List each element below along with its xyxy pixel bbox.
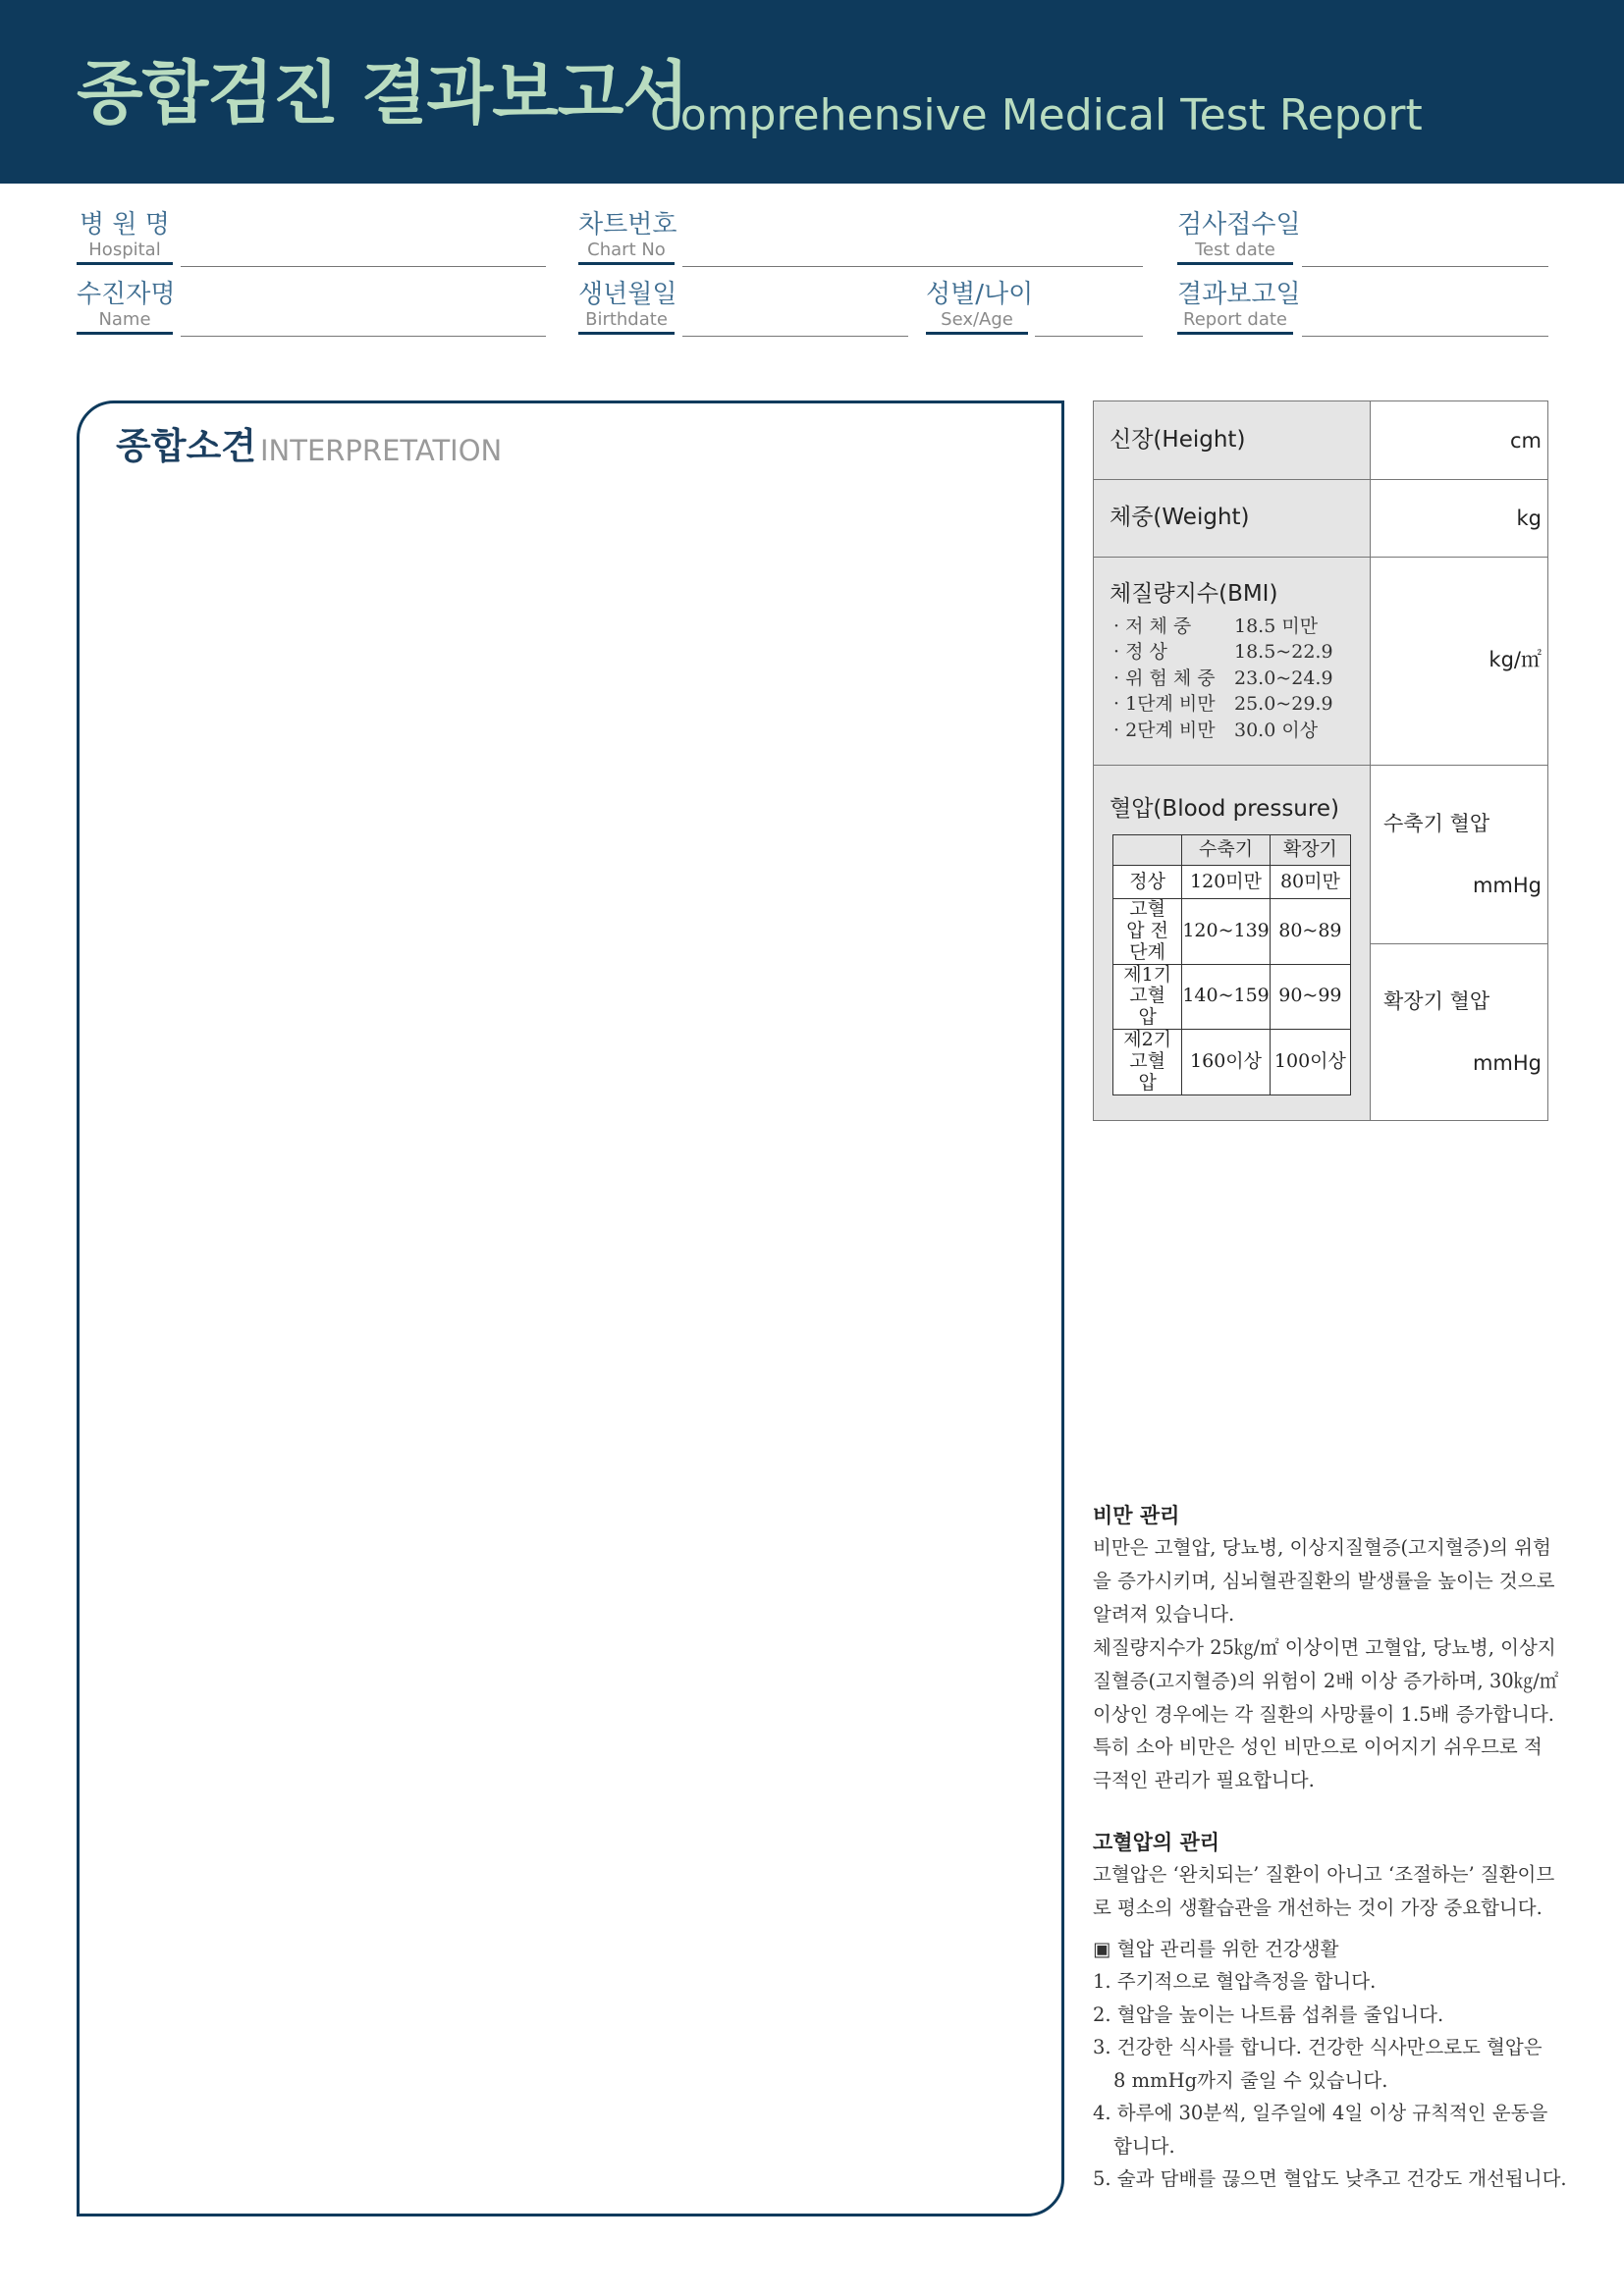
bp-row-diastolic: 100이상 — [1270, 1030, 1350, 1095]
name-input-line[interactable] — [181, 336, 546, 337]
bp-row-systolic: 120미만 — [1182, 866, 1270, 899]
field-label-en: Report date — [1183, 309, 1287, 330]
bp-row-diastolic: 90~99 — [1270, 964, 1350, 1030]
bp-header-systolic: 수축기 — [1182, 835, 1270, 866]
bmi-range-name: · 1단계 비만 — [1113, 693, 1216, 715]
hypertension-note-line: 5. 술과 담배를 끊으면 혈압도 낮추고 건강도 개선됩니다. — [1093, 2167, 1567, 2190]
field-label-ko: 결과보고일 — [1177, 280, 1301, 309]
field-label-ko: 차트번호 — [578, 210, 677, 240]
field-label-ko: 생년월일 — [578, 280, 677, 309]
field-label-ko: 수진자명 — [77, 280, 176, 309]
field-label-en: Sex/Age — [941, 309, 1013, 330]
obesity-note-line: 비만은 고혈압, 당뇨병, 이상지질혈증(고지혈증)의 위험 — [1093, 1536, 1551, 1559]
hypertension-note-line: ▣ 혈압 관리를 위한 건강생활 — [1093, 1938, 1339, 1960]
row-divider — [1370, 943, 1547, 944]
bmi-range-name: · 위 험 체 중 — [1113, 667, 1216, 689]
field-underline — [578, 262, 675, 265]
obesity-note-line: 특히 소아 비만은 성인 비만으로 이어지기 쉬우므로 적 — [1093, 1735, 1543, 1758]
hypertension-note-line: 로 평소의 생활습관을 개선하는 것이 가장 중요합니다. — [1093, 1896, 1543, 1919]
field-label-en: Chart No — [587, 240, 666, 260]
field-birthdate — [578, 282, 675, 335]
hypertension-note-line: 합니다. — [1113, 2135, 1175, 2158]
table-row — [1113, 1030, 1351, 1095]
interpretation-title-ko: 종합소견 — [116, 425, 256, 467]
sex-age-input-line[interactable] — [1035, 336, 1143, 337]
bp-row-diastolic: 80~89 — [1270, 899, 1350, 965]
column-divider — [1370, 401, 1371, 1120]
table-row — [1113, 866, 1351, 899]
weight-unit[interactable]: kg — [1516, 507, 1542, 530]
hypertension-note-title: 고혈압의 관리 — [1093, 1831, 1220, 1854]
field-underline — [926, 332, 1028, 335]
diastolic-bp-unit[interactable]: mmHg — [1472, 1051, 1542, 1075]
bp-row-name: 정상 — [1113, 866, 1182, 899]
chart-no-input-line[interactable] — [682, 266, 1143, 267]
bmi-unit[interactable]: kg/㎡ — [1489, 648, 1542, 671]
bp-reference-table — [1112, 834, 1351, 1095]
test-date-input-line[interactable] — [1302, 266, 1548, 267]
report-title-english: Comprehensive Medical Test Report — [650, 90, 1423, 140]
bp-row-systolic: 140~159 — [1182, 964, 1270, 1030]
bp-header-empty — [1113, 835, 1182, 866]
bp-header-diastolic: 확장기 — [1270, 835, 1350, 866]
height-unit[interactable]: cm — [1509, 429, 1542, 453]
bmi-range-name: · 정 상 — [1113, 641, 1167, 663]
hypertension-note-line: 4. 하루에 30분씩, 일주일에 4일 이상 규칙적인 운동을 — [1093, 2102, 1548, 2124]
birthdate-input-line[interactable] — [682, 336, 908, 337]
bmi-range-value: 30.0 이상 — [1234, 720, 1319, 741]
hypertension-note-line: 고혈압은 ‘완치되는’ 질환이 아니고 ‘조절하는’ 질환이므 — [1093, 1863, 1555, 1886]
field-sex-age — [926, 280, 1034, 335]
obesity-note-line: 체질량지수가 25㎏/㎡ 이상이면 고혈압, 당뇨병, 이상지 — [1093, 1636, 1556, 1659]
interpretation-title-en: INTERPRETATION — [260, 434, 503, 467]
field-label-en: Test date — [1195, 240, 1275, 260]
hypertension-note-line: 1. 주기적으로 혈압측정을 합니다. — [1093, 1970, 1377, 1993]
obesity-note-title: 비만 관리 — [1093, 1504, 1180, 1527]
field-underline — [578, 332, 675, 335]
report-title-korean: 종합검진 결과보고서 — [77, 53, 688, 133]
field-name — [77, 280, 176, 335]
hypertension-note-line: 2. 혈압을 높이는 나트륨 섭취를 줄입니다. — [1093, 2003, 1444, 2026]
obesity-note-line: 극적인 관리가 필요합니다. — [1093, 1769, 1315, 1791]
table-row — [1113, 964, 1351, 1030]
field-label-en: Name — [98, 309, 151, 330]
table-row — [1113, 899, 1351, 965]
hypertension-note-line: 3. 건강한 식사를 합니다. 건강한 식사만으로도 혈압은 — [1093, 2036, 1543, 2058]
interpretation-box[interactable] — [77, 400, 1064, 2216]
row-divider — [1094, 765, 1547, 766]
hospital-input-line[interactable] — [181, 266, 546, 267]
bmi-range-value: 23.0~24.9 — [1234, 667, 1333, 689]
field-label-en: Birthdate — [585, 309, 668, 330]
field-underline — [1177, 332, 1293, 335]
bp-row-systolic: 120~139 — [1182, 899, 1270, 965]
report-date-input-line[interactable] — [1302, 336, 1548, 337]
bp-row-diastolic: 80미만 — [1270, 866, 1350, 899]
field-test-date — [1177, 210, 1301, 265]
bp-row-name: 고혈압 전단계 — [1113, 899, 1182, 965]
measurement-table — [1093, 400, 1548, 1121]
field-report-date — [1177, 280, 1301, 335]
field-underline — [77, 332, 173, 335]
systolic-bp-label: 수축기 혈압 — [1383, 812, 1490, 835]
bmi-range-name: · 저 체 중 — [1113, 615, 1192, 637]
field-underline — [77, 262, 173, 265]
bmi-label: 체질량지수(BMI) — [1110, 581, 1278, 607]
field-label-ko: 검사접수일 — [1177, 210, 1301, 240]
bp-row-name: 제2기 고혈압 — [1113, 1030, 1182, 1095]
field-chart-no — [578, 212, 675, 265]
diastolic-bp-label: 확장기 혈압 — [1383, 989, 1490, 1013]
obesity-note-line: 을 증가시키며, 심뇌혈관질환의 발생률을 높이는 것으로 — [1093, 1570, 1555, 1592]
field-underline — [1177, 262, 1293, 265]
bmi-range-name: · 2단계 비만 — [1113, 720, 1216, 741]
weight-label: 체중(Weight) — [1110, 505, 1250, 530]
field-label-ko: 병 원 명 — [80, 210, 170, 240]
obesity-note-line: 질혈증(고지혈증)의 위험이 2배 이상 증가하며, 30㎏/㎡ — [1093, 1670, 1559, 1692]
bp-row-name: 제1기 고혈압 — [1113, 964, 1182, 1030]
obesity-note-line: 알려져 있습니다. — [1093, 1603, 1235, 1626]
obesity-note-line: 이상인 경우에는 각 질환의 사망률이 1.5배 증가합니다. — [1093, 1703, 1554, 1726]
bp-row-systolic: 160이상 — [1182, 1030, 1270, 1095]
row-divider — [1094, 557, 1547, 558]
bp-label: 혈압(Blood pressure) — [1110, 796, 1339, 822]
bmi-range-value: 18.5~22.9 — [1234, 641, 1333, 663]
row-divider — [1094, 479, 1547, 480]
hypertension-note-line: 8 mmHg까지 줄일 수 있습니다. — [1113, 2069, 1388, 2092]
bmi-range-value: 25.0~29.9 — [1234, 693, 1333, 715]
height-label: 신장(Height) — [1110, 427, 1246, 453]
bp-header-row — [1113, 835, 1351, 866]
field-hospital — [77, 212, 173, 265]
field-label-en: Hospital — [88, 240, 161, 260]
field-label-ko: 성별/나이 — [926, 280, 1034, 309]
systolic-bp-unit[interactable]: mmHg — [1472, 874, 1542, 897]
bmi-range-value: 18.5 미만 — [1234, 615, 1319, 637]
